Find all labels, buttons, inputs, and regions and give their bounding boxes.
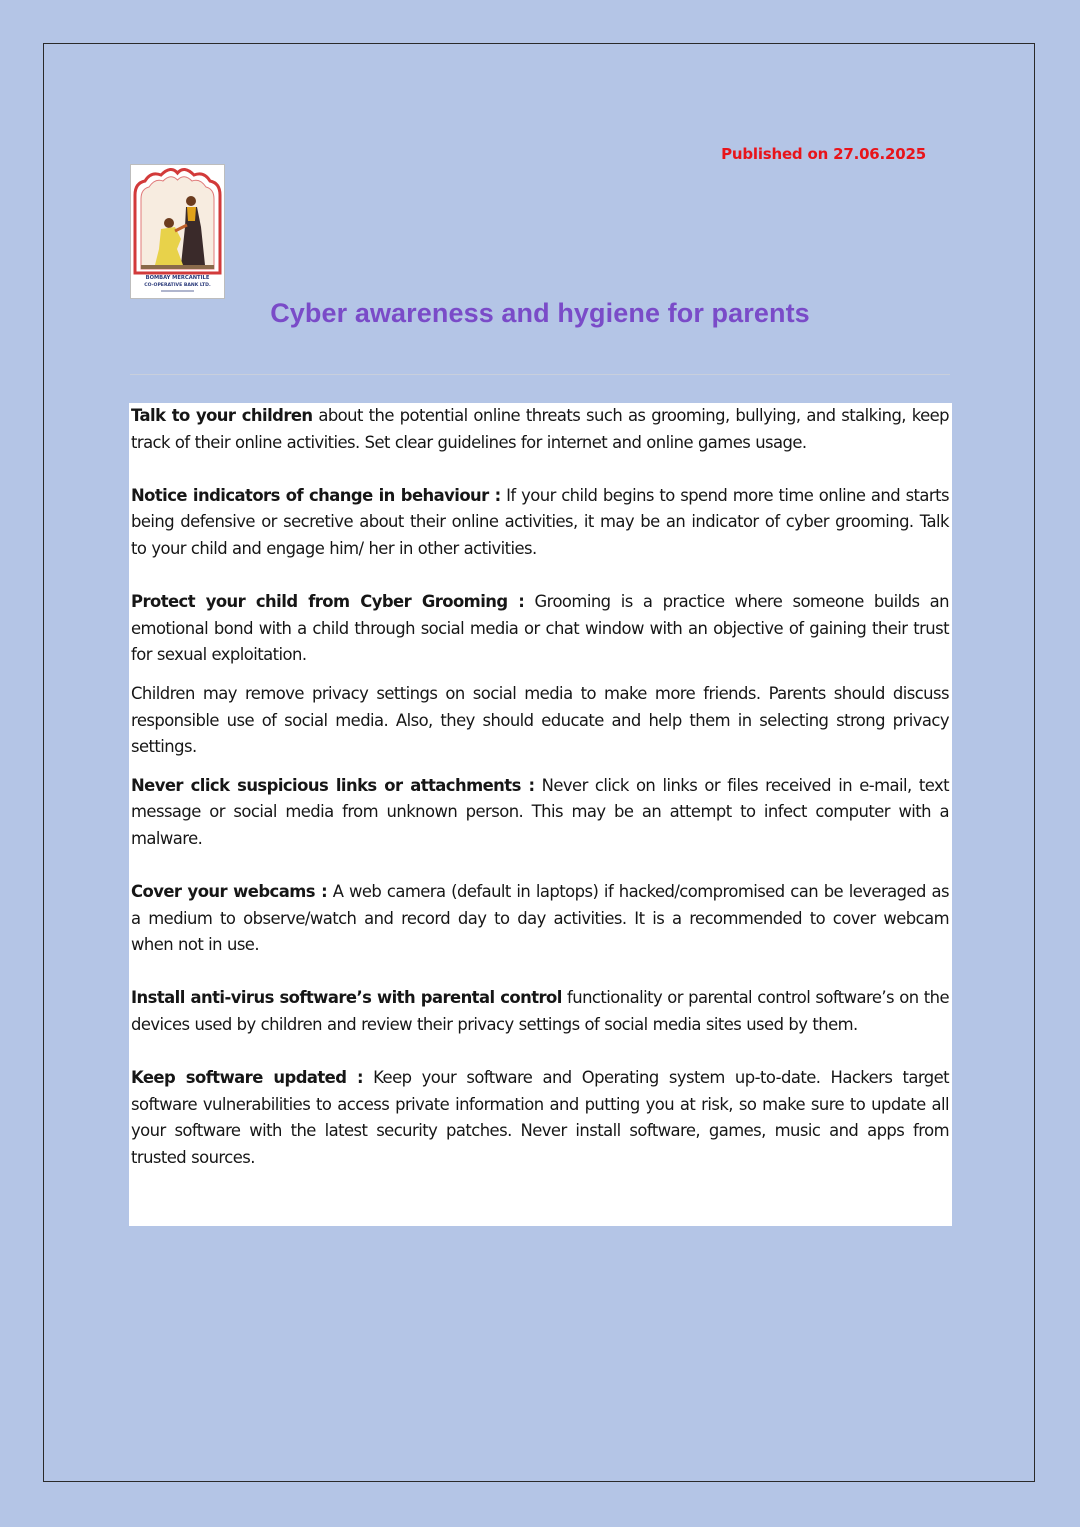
section-body: Keep your software and Operating system up-to-date. Hackers target software vulnerabilities to access private information and putting you at risk, so make sure to update all your software with the latest security patches. Never install software, games, music and apps from trusted sources. [131, 1068, 950, 1168]
section-body: A web camera (default in laptops) if hacked/compromised can be leveraged as a medium to observe/watch and record day to day activities. It is a recommended to cover webcam when not in use. [131, 882, 949, 955]
section-body: Grooming is a practice where someone builds an emotional bond with a child through social media or chat window with an objective of gaining their trust for sexual exploitation. [131, 592, 950, 665]
section-privacy-settings [131, 681, 949, 761]
section-body: If your child begins to spend more time online and starts being defensive or secretive about their online activities, it may be an indicator of cyber grooming. Talk to your child and engage him/ her in other activities. [131, 485, 949, 558]
logo-text-line2: CO-OPERATIVE BANK LTD. [144, 283, 211, 288]
section-body: about the potential online threats such as grooming, bullying, and stalking, keep track of their online activities. Set clear guidelines for internet and online games usage. [131, 406, 950, 452]
section-heading: Never click suspicious links or attachments : [131, 775, 535, 795]
section-talk-to-children [131, 403, 949, 456]
section-body: Never click on links or files received in e-mail, text message or social media from unknown person. This may be an attempt to infect computer with a malware. [131, 775, 950, 848]
section-heading: Install anti-virus software’s with parental control [131, 988, 562, 1008]
section-notice-indicators [131, 483, 949, 563]
section-anti-virus [131, 985, 949, 1038]
section-cover-webcams [131, 879, 949, 959]
logo-text-line1: BOMBAY MERCANTILE [145, 275, 210, 281]
bank-logo [130, 164, 225, 299]
section-heading: Protect your child from Cyber Grooming : [131, 592, 525, 612]
published-date: Published on 27.06.2025 [721, 145, 926, 163]
section-heading: Notice indicators of change in behaviour : [131, 485, 501, 505]
section-heading: Talk to your children [131, 406, 313, 425]
section-body: functionality or parental control software’s on the devices used by children and review their privacy settings of social media sites used by them. [131, 988, 949, 1035]
section-software-updated [131, 1065, 949, 1171]
page-title: Cyber awareness and hygiene for parents [270, 298, 810, 328]
section-heading: Cover your webcams : [131, 882, 328, 902]
logo-emblem-icon [131, 165, 224, 298]
section-suspicious-links [131, 773, 949, 853]
section-heading: Keep software updated : [131, 1068, 364, 1088]
section-protect-grooming [131, 589, 949, 669]
section-body: Children may remove privacy settings on social media to make more friends. Parents should discuss responsible use of social media. Also, they should educate and help them in selecting strong privacy settings. [131, 683, 949, 757]
title-divider [130, 374, 950, 375]
content-panel [129, 403, 952, 1226]
